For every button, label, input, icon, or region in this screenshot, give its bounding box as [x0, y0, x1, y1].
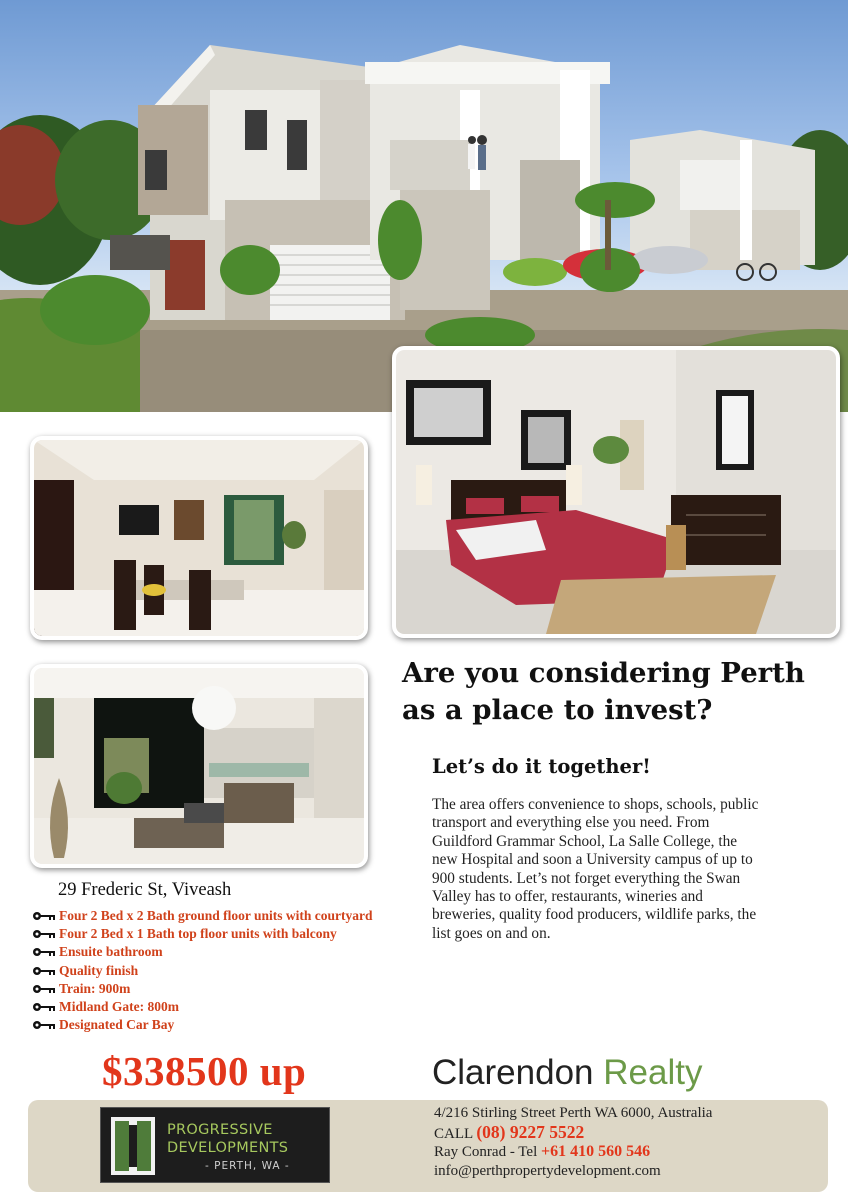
logo-line-1: PROGRESSIVE — [167, 1122, 273, 1138]
feature-item — [32, 943, 373, 961]
headline-line-1: Are you considering Perth — [402, 657, 805, 689]
agency-brand — [432, 1053, 702, 1093]
key-icon — [32, 965, 56, 977]
agent-phone[interactable]: +61 410 560 546 — [541, 1143, 651, 1160]
feature-item — [32, 925, 373, 943]
key-icon — [32, 928, 56, 940]
email-link[interactable]: info@perthpropertydevelopment.com — [434, 1162, 661, 1179]
office-phone[interactable]: (08) 9227 5522 — [476, 1121, 585, 1142]
key-icon — [32, 983, 56, 995]
developer-logo — [100, 1107, 330, 1183]
feature-text: Ensuite bathroom — [59, 944, 163, 960]
subheading: Let’s do it together! — [432, 755, 651, 778]
feature-item — [32, 1016, 373, 1034]
logo-mark-icon — [111, 1117, 155, 1175]
feature-text: Quality finish — [59, 962, 139, 978]
feature-item — [32, 962, 373, 980]
brand-name: Clarendon — [432, 1053, 594, 1092]
feature-text: Four 2 Bed x 2 Bath ground floor units with courtyard — [59, 908, 373, 924]
feature-text: Designated Car Bay — [59, 1017, 175, 1033]
feature-item — [32, 998, 373, 1016]
call-line — [434, 1123, 712, 1144]
agent-line — [434, 1143, 712, 1162]
bedroom-photo — [392, 346, 840, 638]
property-address: 29 Frederic St, Viveash — [58, 880, 232, 900]
lounge-illustration — [34, 668, 364, 864]
key-icon — [32, 1019, 56, 1031]
office-address: 4/216 Stirling Street Perth WA 6000, Australia — [434, 1105, 713, 1121]
feature-list — [32, 907, 373, 1034]
logo-line-2: DEVELOPMENTS — [167, 1140, 289, 1156]
headline-line-2: as a place to invest? — [402, 694, 713, 726]
bedroom-illustration — [396, 350, 836, 634]
feature-text: Four 2 Bed x 1 Bath top floor units with balcony — [59, 926, 337, 942]
key-icon — [32, 946, 56, 958]
living-dining-photo — [30, 436, 368, 640]
key-icon — [32, 1001, 56, 1013]
price: $338500 up — [102, 1048, 307, 1094]
contact-block — [434, 1104, 712, 1180]
description-paragraph: The area offers convenience to shops, schools, public transport and everything else you need. From Guildford Grammar School, La Salle College, the new Hospital and soon a University campus of up to 900 students. Let’s not forget everything the Swan Valley has to offer, restaurants, wineries and breweries, quality food producers, wildlife parks, the list goes on and on. — [432, 796, 759, 942]
living-dining-illustration — [34, 440, 364, 636]
feature-text: Midland Gate: 800m — [59, 999, 179, 1015]
key-icon — [32, 910, 56, 922]
feature-item — [32, 907, 373, 925]
logo-line-3: - PERTH, WA - — [205, 1160, 290, 1172]
feature-item — [32, 980, 373, 998]
call-label: CALL — [434, 1125, 473, 1142]
headline — [402, 655, 822, 729]
brand-accent: Realty — [603, 1053, 703, 1092]
feature-text: Train: 900m — [59, 980, 131, 996]
agent-label: Ray Conrad - Tel — [434, 1144, 538, 1160]
lounge-photo — [30, 664, 368, 868]
